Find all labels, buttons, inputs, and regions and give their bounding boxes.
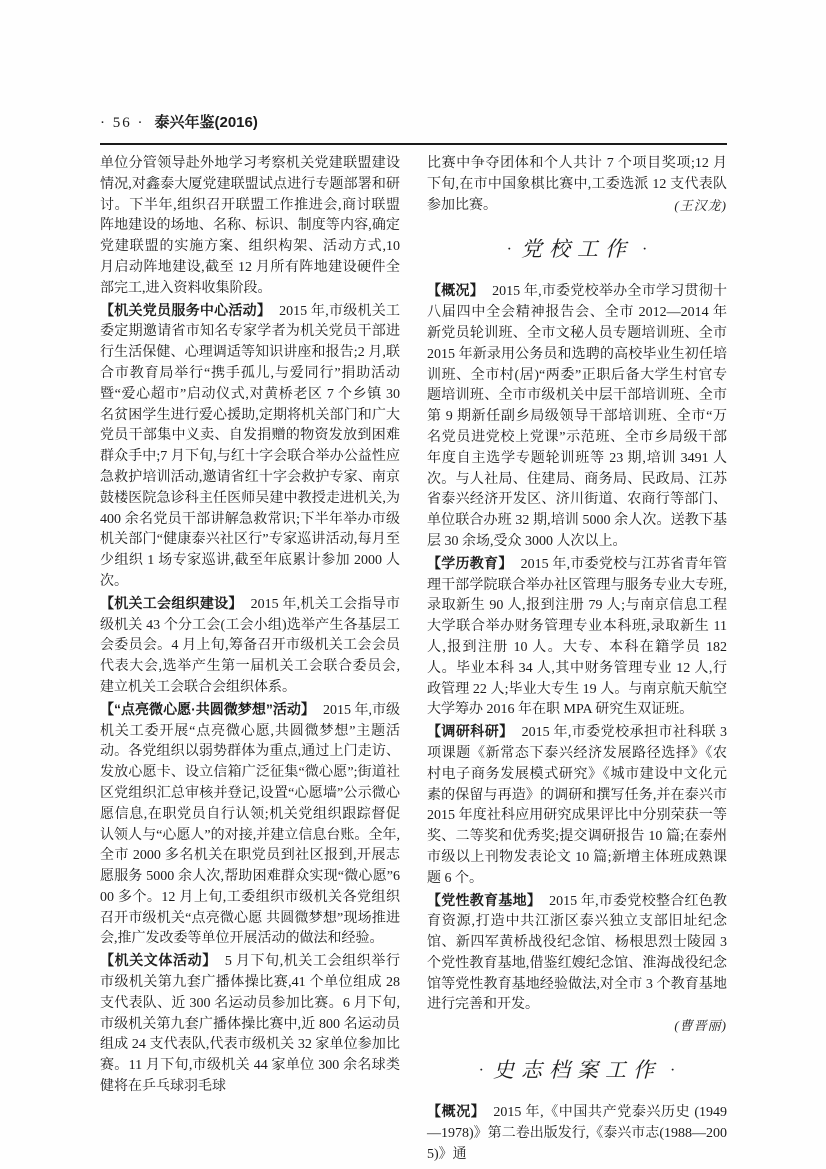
entry-overview-history-archives [427,1101,727,1165]
entry-text: 2015 年,市委党校举办全市学习贯彻十八届四中全会精神报告会、全市 2012—2014 年新党员轮训班、全市文秘人员专题培训班、全市 2015 年新录用公务员和选聘的高校毕业生初任培训班、全市村(居)“两委”正职后备大学生村官专题培训班、全市市级机关中层干部培训班、全市第 9 期新任副乡局级领导干部培训班、全市“万名党员进党校上党课”示范班、全市乡局级干部年度自主选学专题轮训班等 23 期,培训 3491 人次。与人社局、住建局、商务局、民政局、江苏省泰兴经济开发区、济川街道、农商行等部门、单位联合办班 32 期,培训 5000 余人次。送教下基层 30 余场,受众 3000 人次以上。 [427,284,728,549]
entry-text: 2015 年,市级机关工委定期邀请省市知名专家学者为机关党员干部进行生活保健、心理调适等知识讲座和报告;2 月,联合市教育局举行“携手孤儿,与爱同行”捐助活动暨“爱心超市”启动仪式,对黄桥老区 7 个乡镇 30 名贫困学生进行爱心援助,定期将机关部门和广大党员干部集中义卖、自发捐赠的物资发放到困难群众手中;7 月下旬,与红十字会联合举办公益性应急救护培训活动,邀请省红十字会救护专家、南京鼓楼医院急诊科主任医师吴建中教授走进机关,为 400 余名党员干部讲解急救常识;下半年举办市级机关部门“健康泰兴社区行”专家巡讲活动,每月至少组织 1 场专家巡讲,截至年底累计参加 2000 人次。 [100,303,401,589]
left-column [100,154,400,1165]
paragraph-continuation: 单位分管领导赴外地学习考察机关党建联盟建设情况,对鑫泰大厦党建联盟试点进行专题部署和研讨。下半年,组织召开联盟工作推进会,商讨联盟阵地建设的场地、名称、标识、制度等内容,确定党建联盟的实施方案、组织构架、活动方式,10 月启动阵地建设,截至 12 月所有阵地建设硬件全部完工,进入资料收集阶段。 [100,156,400,296]
decor-dot: · [642,241,648,259]
section-title-text: 党校工作 [521,237,633,262]
entry-union-organization [100,593,400,699]
decor-dot: · [478,1062,484,1080]
entry-text: 2015 年,市委党校与江苏省青年管理干部学院联合举办社区管理与服务专业大专班,录取新生 90 人,报到注册 79 人;与南京信息工程大学联合举办财务管理专业本科班,录取新生 11 人,报到注册 10 人。大专、本科在籍学员 182 人。毕业本科 34 人,其中财务管理专业 12 人,行政管理 22 人;毕业大专生 19 人。与南京航天航空大学筹办 2016 年在职 MPA 研究生双证班。 [427,556,728,718]
entry-label: 【“点亮微心愿·共圆微梦想”活动】 [100,700,315,717]
entry-academic-education [427,553,727,721]
right-column [427,154,727,1165]
decor-dot: · [506,241,512,259]
paragraph-continuation [427,154,727,216]
entry-label: 【机关工会组织建设】 [100,594,243,611]
entry-label: 【党性教育基地】 [427,891,542,908]
entry-education-base [427,890,727,1017]
section-title-history-archives-work [427,1057,727,1084]
author-byline: (曹晋丽) [674,1018,727,1034]
page-header [100,113,727,145]
entry-overview-party-school [427,280,727,552]
entry-micro-wish-activity [100,699,400,951]
decor-dot: · [670,1062,676,1080]
section-title-party-school-work [427,236,727,263]
author-byline: (王汉龙) [674,197,727,213]
entry-text: 2015 年,《中国共产党泰兴历史 (1949—1978)》第二卷出版发行,《泰兴市志(1988—2005)》通 [427,1105,727,1162]
page-number: · 56 · [100,115,145,131]
entry-label: 【学历教育】 [427,554,513,571]
entry-label: 【调研科研】 [427,723,514,740]
section-title-text: 史志档案工作 [493,1058,661,1083]
entry-party-member-service-center [100,300,400,593]
two-column-body [100,154,727,1165]
entry-text: 5 月下旬,机关工会组织举行市级机关第九套广播体操比赛,41 个单位组成 28 支代表队、近 300 名运动员参加比赛。6 月下旬,市级机关第九套广播体操比赛中,近 800 名运动员组成 24 支代表队,代表市级机关 32 家单位参加比赛。11 月下旬,市级机关 44 家单位 300 余名球类健将在乒乓球羽毛球 [100,954,401,1095]
entry-text: 2015 年,市委党校整合红色教育资源,打造中共江浙区泰兴独立支部旧址纪念馆、新四军黄桥战役纪念馆、杨根思烈士陵园 3 个党性教育基地,借鉴红嫂纪念馆、淮海战役纪念馆等党性教育基地经验做法,对全市 3 个教育基地进行完善和开发。 [427,893,728,1013]
entry-label: 【机关文体活动】 [100,952,217,969]
entry-label: 【概况】 [427,282,485,299]
entry-label: 【概况】 [427,1103,486,1120]
entry-research [427,721,727,889]
entry-sports-activity [100,950,400,1098]
continuation-text: 比赛中争夺团体和个人共计 7 个项目奖项;12 月下旬,在市中国象棋比赛中,工委选派 12 支代表队参加比赛。 [427,156,727,213]
entry-text: 2015 年,市级机关工委开展“点亮微心愿,共圆微梦想”主题活动。各党组织以弱势群体为重点,通过上门走访、发放心愿卡、设立信箱广泛征集“微心愿”;街道社区党组织汇总审核并登记,设置“心愿墙”公示微心愿信息,在职党员自行认领;机关党组织跟踪督促认领人与“心愿人”的对接,并建立信息台账。全年,全市 2000 多名机关在职党员到社区报到,开展志愿服务 5000 余人次,帮助困难群众实现“微心愿”600 多个。12 月上旬,工委组织市级机关各党组织召开市级机关“点亮微心愿 共圆微梦想”现场推进会,推广发改委等单位开展活动的做法和经验。 [100,702,400,947]
entry-text: 2015 年,市委党校承担市社科联 3 项课题《新常态下泰兴经济发展路径选择》《农村电子商务发展模式研究》《城市建设中文化元素的保留与再造》的调研和撰写任务,并在泰兴市 2015 年度社科应用研究成果评比中分别荣获一等奖、二等奖和优秀奖;提交调研报告 10 篇;在泰州市级以上刊物发表论文 10 篇;新增主体班成熟课题 6 个。 [427,725,728,886]
book-title: 泰兴年鉴(2016) [154,114,258,131]
entry-label: 【机关党员服务中心活动】 [100,301,272,318]
entry-text: 2015 年,机关工会指导市级机关 43 个分工会(工会小组)选举产生各基层工会委员会。4 月上旬,筹备召开市级机关工会会员代表大会,选举产生第一届机关工会联合委员会,建立机关工会联合会组织体系。 [100,596,401,695]
